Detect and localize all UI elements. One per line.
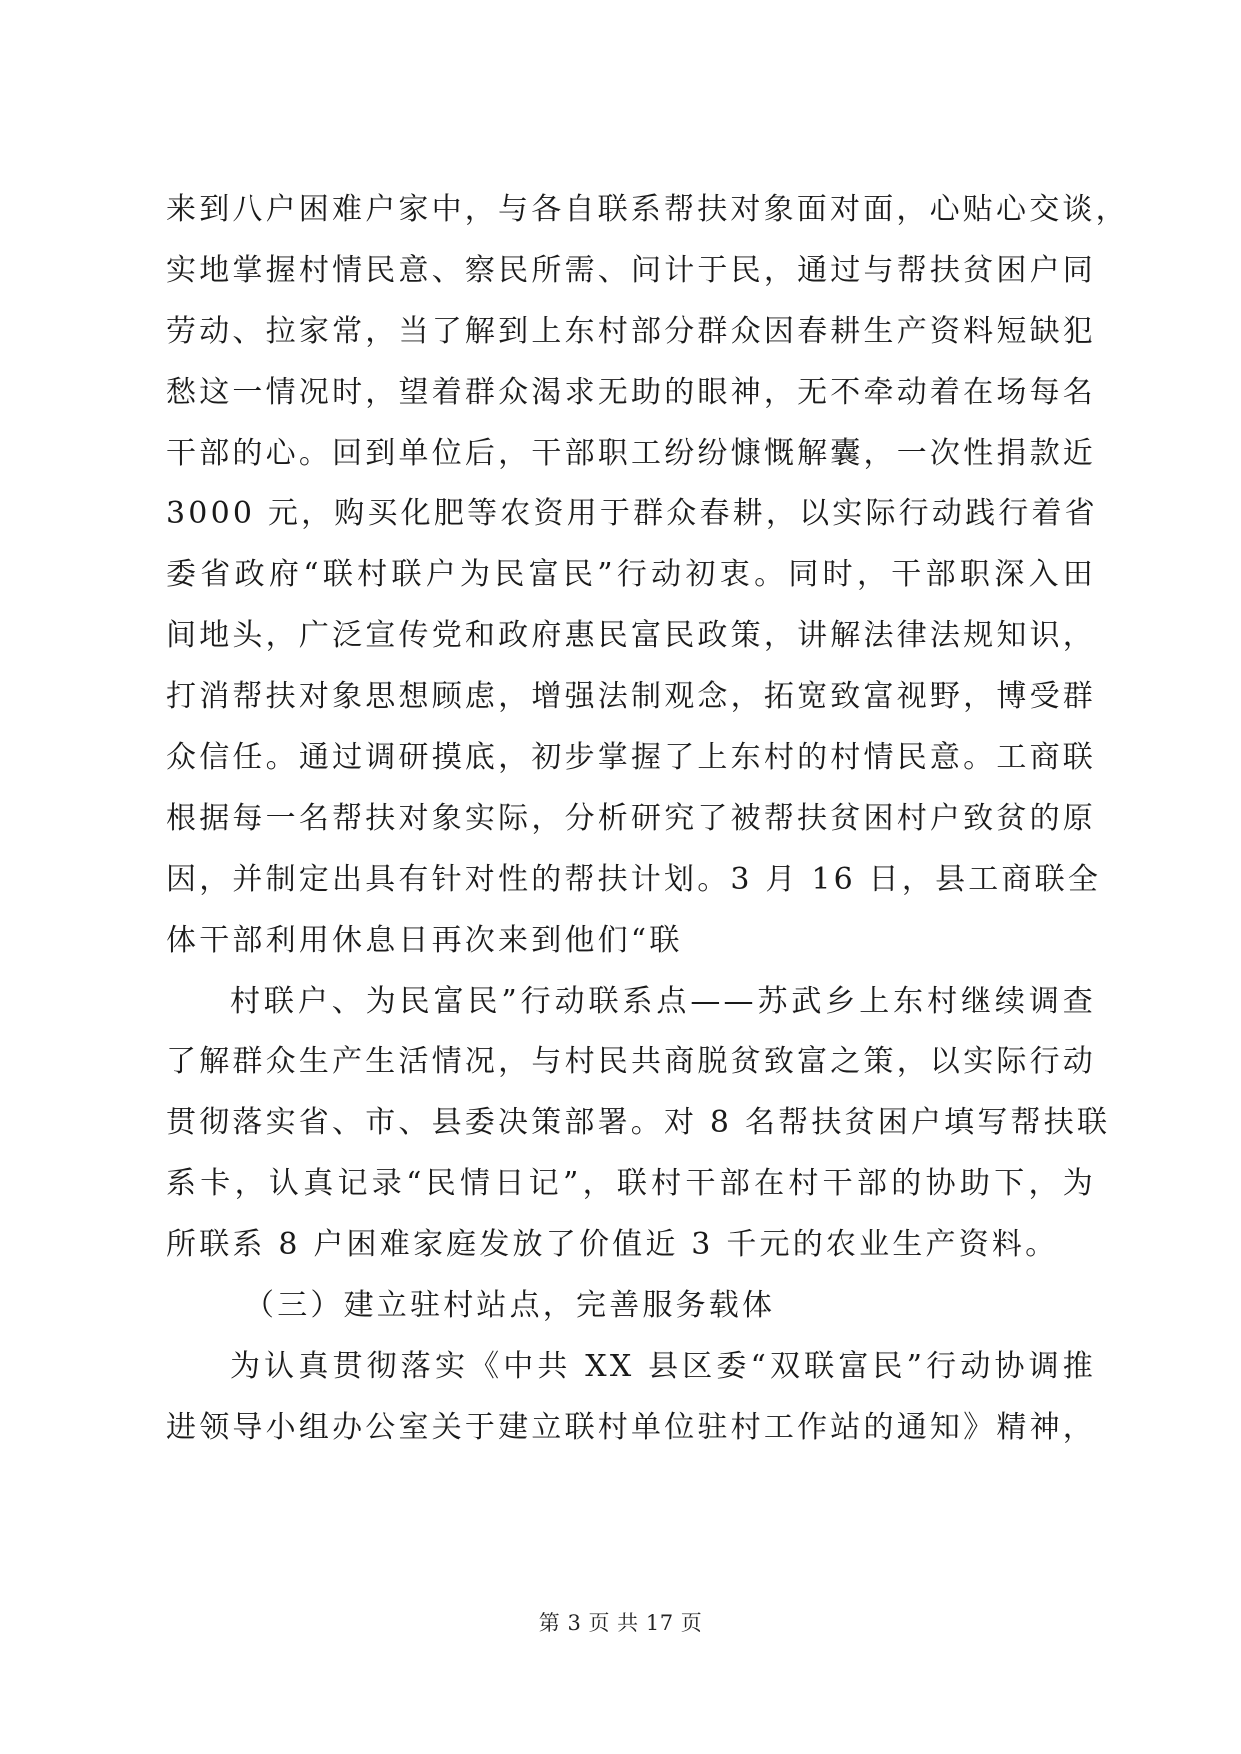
paragraph-line: 委省政府“联村联户为民富民”行动初衷。同时，干部职深入田 (166, 557, 1096, 593)
paragraph-line: 进领导小组办公室关于建立联村单位驻村工作站的通知》精神， (166, 1409, 1096, 1445)
paragraph-line: 实地掌握村情民意、察民所需、问计于民，通过与帮扶贫困户同 (166, 252, 1096, 288)
paragraph-line: 所联系 8 户困难家庭发放了价值近 3 千元的农业生产资料。 (166, 1227, 1059, 1263)
paragraph-line: 系卡，认真记录“民情日记”，联村干部在村干部的协助下，为 (166, 1166, 1096, 1202)
paragraph-line: 干部的心。回到单位后，干部职工纷纷慷慨解囊，一次性捐款近 (166, 435, 1096, 471)
paragraph-line: 了解群众生产生活情况，与村民共商脱贫致富之策，以实际行动 (166, 1044, 1096, 1080)
paragraph-line: 因，并制定出具有针对性的帮扶计划。3 月 16 日，县工商联全 (166, 861, 1102, 897)
paragraph-line: 间地头，广泛宣传党和政府惠民富民政策，讲解法律法规知识， (166, 618, 1096, 654)
paragraph-line: 村联户、为民富民”行动联系点——苏武乡上东村继续调查 (230, 983, 1096, 1019)
paragraph-line: 愁这一情况时，望着群众渴求无助的眼神，无不牵动着在场每名 (166, 374, 1096, 410)
paragraph-line: 为认真贯彻落实《中共 XX 县区委“双联富民”行动协调推 (230, 1348, 1096, 1384)
body-text (166, 180, 1129, 1459)
page-number-footer: 第 3 页 共 17 页 (538, 1611, 703, 1635)
paragraph-line: 贯彻落实省、市、县委决策部署。对 8 名帮扶贫困户填写帮扶联 (166, 1105, 1111, 1141)
paragraph-line: 来到八户困难户家中，与各自联系帮扶对象面对面，心贴心交谈， (166, 192, 1129, 227)
paragraph-line: 众信任。通过调研摸底，初步掌握了上东村的村情民意。工商联 (166, 740, 1096, 776)
paragraph-line: 3000 元，购买化肥等农资用于群众春耕，以实际行动践行着省 (166, 496, 1098, 532)
section-heading: （三）建立驻村站点，完善服务载体 (244, 1288, 776, 1324)
paragraph-line: 根据每一名帮扶对象实际，分析研究了被帮扶贫困村户致贫的原 (166, 800, 1096, 836)
paragraph-line: 打消帮扶对象思想顾虑，增强法制观念，拓宽致富视野，博受群 (166, 679, 1096, 715)
paragraph-line: 劳动、拉家常，当了解到上东村部分群众因春耕生产资料短缺犯 (166, 313, 1096, 349)
paragraph-line: 体干部利用休息日再次来到他们“联 (166, 922, 683, 958)
